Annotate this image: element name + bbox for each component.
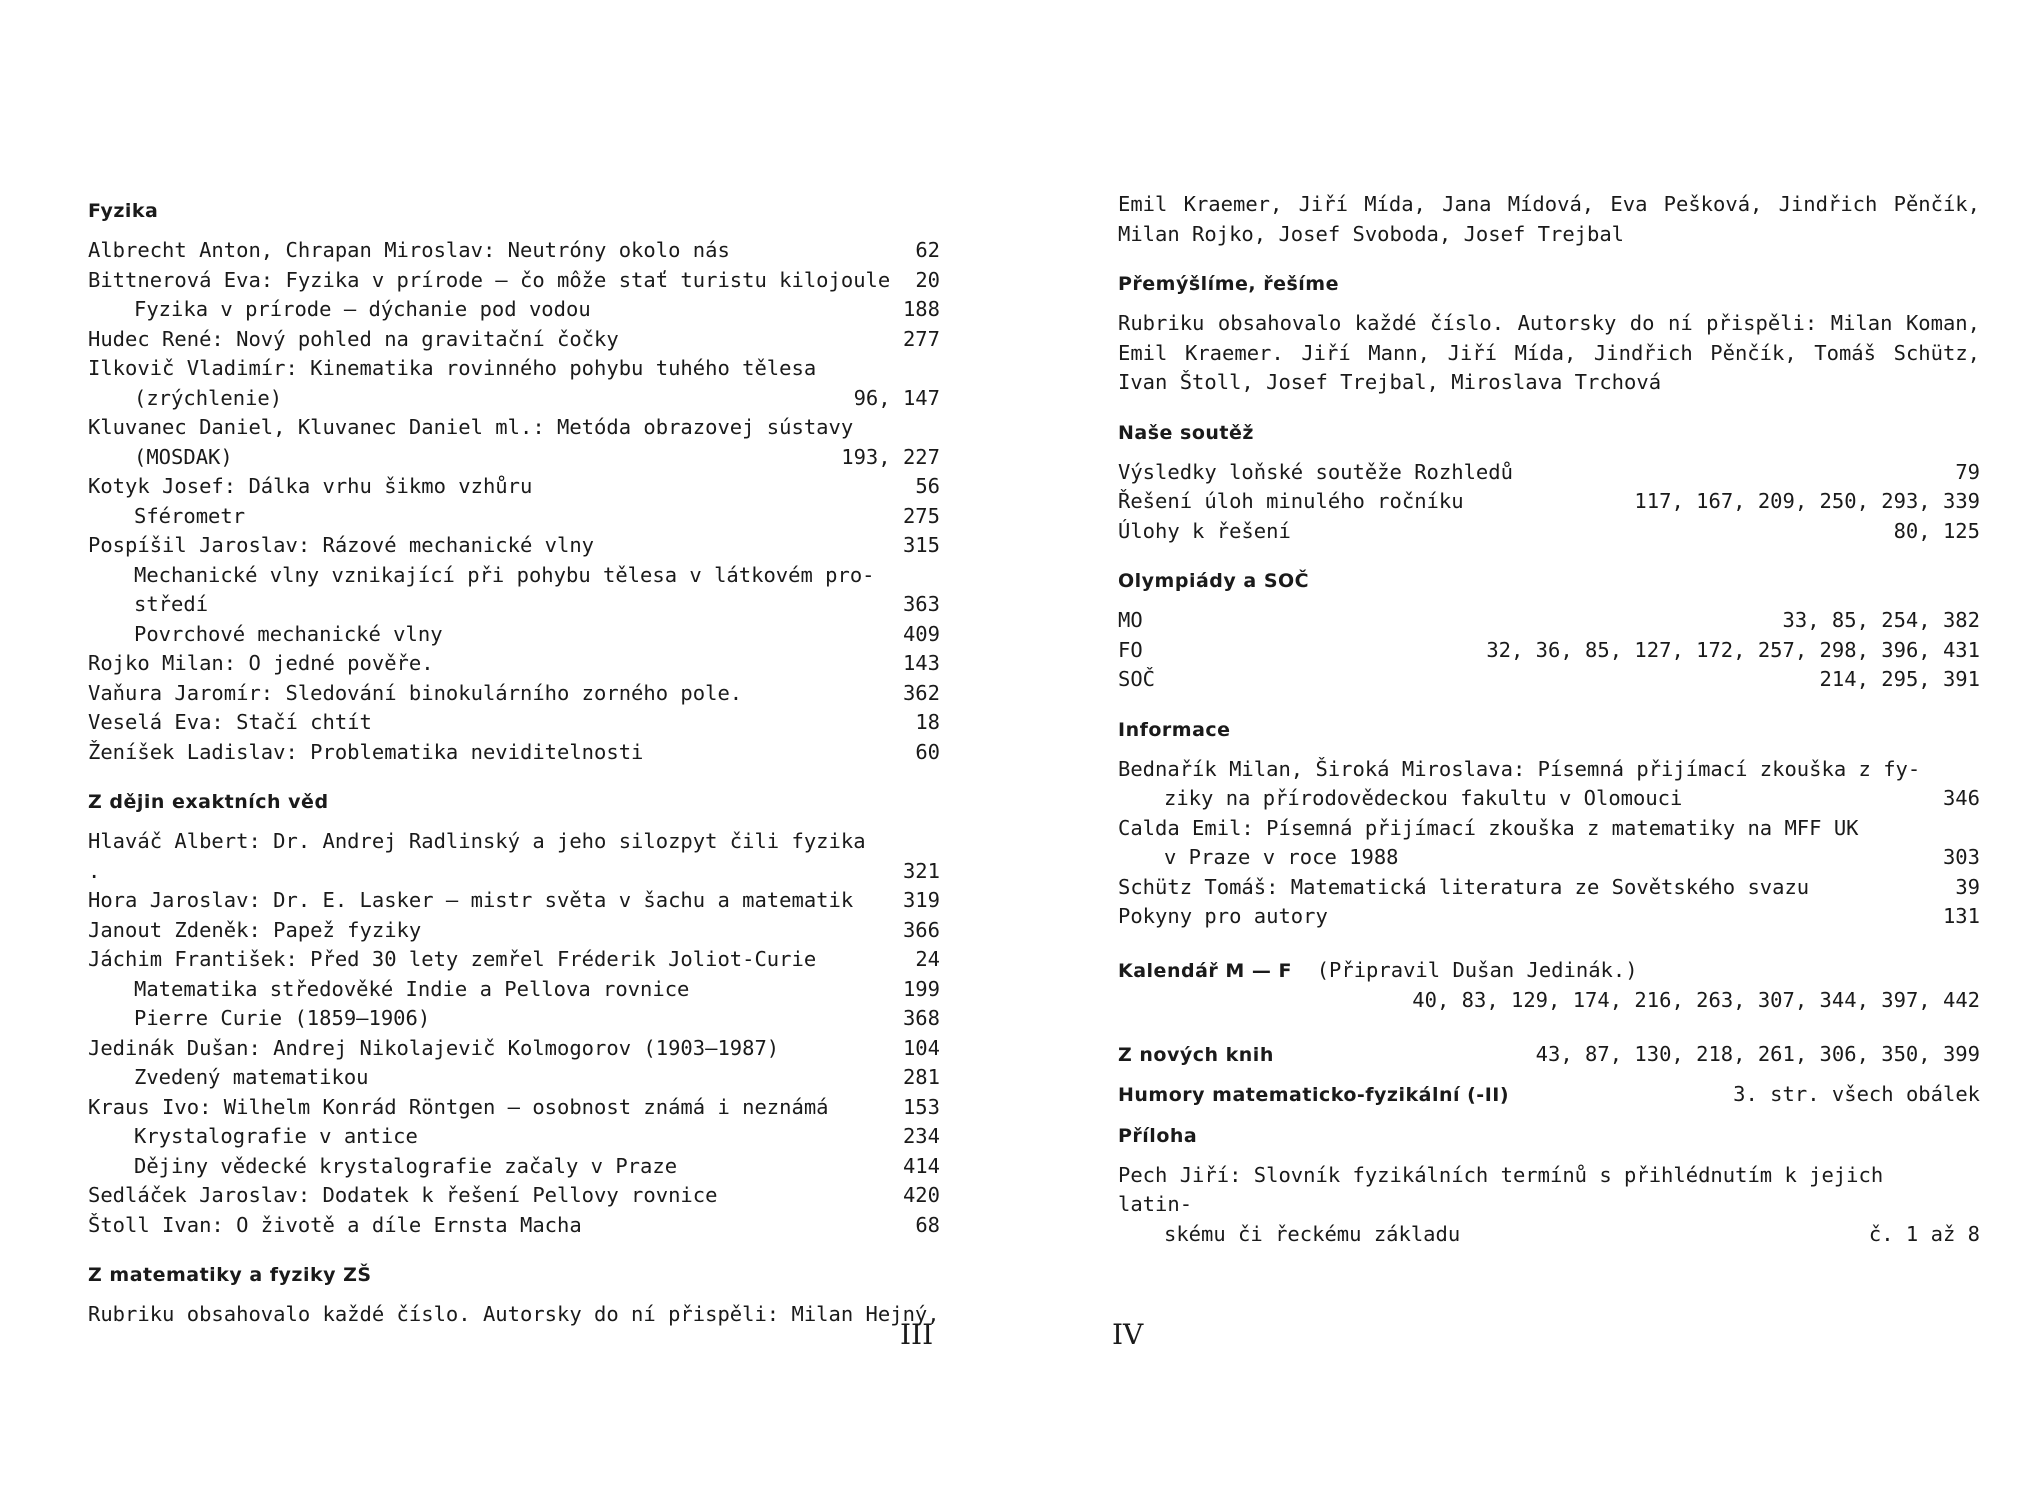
entry-pages: 20	[915, 267, 940, 292]
kalendar-note: (Připravil Dušan Jedinák.)	[1316, 957, 1638, 982]
index-entry	[1118, 843, 1980, 873]
index-entry	[88, 916, 940, 946]
knihy-pages: 43, 87, 130, 218, 261, 306, 350, 399	[1535, 1041, 1980, 1066]
entry-text: Řešení úloh minulého ročníku	[1118, 489, 1464, 513]
section-heading-informace: Informace	[1118, 718, 1231, 741]
entry-pages: 366	[902, 917, 940, 942]
entry-pages: č. 1 až 8	[1868, 1221, 1980, 1246]
index-entry	[88, 236, 940, 266]
right-page	[1020, 0, 2040, 1501]
entry-pages: 68	[915, 1212, 940, 1237]
entry-text: Hlaváč Albert: Dr. Andrej Radlinský a jeho silozpyt čili fyzika .	[88, 829, 891, 883]
entry-text: Sedláček Jaroslav: Dodatek k řešení Pellovy rovnice	[88, 1183, 718, 1207]
entry-text: FO	[1118, 637, 1143, 662]
entry-pages: 33, 85, 254, 382	[1782, 608, 1980, 632]
entry-pages: 18	[915, 710, 940, 734]
section-heading-premyslime: Přemýšlíme, řešíme	[1118, 273, 1339, 295]
entry-text: Vaňura Jaromír: Sledování binokulárního zorného pole.	[88, 680, 743, 705]
index-entry	[88, 708, 940, 738]
entry-pages: 153	[902, 1094, 940, 1119]
entry-text: Výsledky loňské soutěže Rozhledů	[1118, 459, 1513, 484]
entry-text: Sférometr	[134, 503, 246, 528]
entry-pages: 39	[1955, 874, 1980, 899]
section-heading-humory: Humory matematicko-fyzikální (-II)	[1118, 1084, 1510, 1106]
index-entry	[1118, 1220, 1980, 1250]
zs-paragraph: Rubriku obsahovalo každé číslo. Autorsky do ní přispěli: Milan Hejný,	[88, 1302, 940, 1326]
section-heading-soutez: Naše soutěž	[1118, 421, 1254, 444]
section-heading-knihy: Z nových knih	[1118, 1043, 1274, 1066]
entry-text: Úlohy k řešení	[1118, 518, 1291, 543]
entry-pages: 368	[902, 1006, 940, 1030]
entry-text: Matematika středověké Indie a Pellova rovnice	[134, 976, 690, 1001]
index-entry	[88, 443, 940, 473]
entry-pages: 96, 147	[853, 385, 940, 410]
index-entry	[1118, 1161, 1980, 1220]
entry-pages: 277	[902, 326, 940, 351]
entry-text: Pierre Curie (1859—1906)	[134, 1006, 431, 1030]
index-entry	[1118, 873, 1980, 903]
index-entry	[88, 472, 940, 502]
entry-text: ziky na přírodovědeckou fakultu v Olomouci	[1164, 786, 1683, 810]
index-entry	[88, 295, 940, 325]
index-entry	[88, 590, 940, 620]
entry-pages: 275	[902, 503, 940, 528]
index-entry	[88, 620, 940, 650]
entry-pages: 281	[902, 1065, 940, 1089]
kalendar-pages: 40, 83, 129, 174, 216, 263, 307, 344, 397, 442	[1412, 988, 1980, 1012]
index-entry	[1118, 517, 1980, 547]
entry-text: MO	[1118, 608, 1143, 632]
entry-text: Povrchové mechanické vlny	[134, 621, 443, 646]
index-entry	[88, 738, 940, 768]
section-heading-dejiny: Z dějin exaktních věd	[88, 791, 329, 813]
index-entry	[88, 1152, 940, 1182]
humory-line	[1118, 1080, 1980, 1111]
entry-text: (zrýchlenie)	[134, 385, 283, 410]
entry-pages: 143	[902, 651, 940, 675]
entry-text: Pospíšil Jaroslav: Rázové mechanické vlny	[88, 533, 595, 557]
entry-text: Pech Jiří: Slovník fyzikálních termínů s přihlédnutím k jejich latin-	[1118, 1162, 1896, 1216]
index-entry	[1118, 902, 1980, 932]
index-entry	[1118, 458, 1980, 488]
index-entry	[88, 649, 940, 679]
zs-continued-paragraph: Emil Kraemer, Jiří Mída, Jana Mídová, Eva Pešková, Jindřich Pěnčík, Milan Rojko, Josef Svoboda, Josef Trejbal	[1118, 192, 1980, 246]
entry-text: Krystalografie v antice	[134, 1124, 418, 1148]
entry-text: Kluvanec Daniel, Kluvanec Daniel ml.: Metóda obrazovej sústavy	[88, 415, 854, 439]
dejiny-list	[88, 827, 940, 1240]
page-number-right: IV	[1112, 1318, 1144, 1351]
index-entry	[1118, 755, 1980, 785]
soutez-list	[1118, 458, 1980, 547]
section-heading-kalendar: Kalendář M — F	[1118, 959, 1292, 982]
entry-text: Rojko Milan: O jedné pověře.	[88, 651, 434, 675]
index-entry	[88, 679, 940, 709]
index-entry	[88, 1122, 940, 1152]
entry-pages: 315	[902, 533, 940, 557]
entry-text: Jedinák Dušan: Andrej Nikolajevič Kolmogorov (1903—1987)	[88, 1035, 780, 1060]
index-entry	[1118, 814, 1980, 844]
index-entry	[88, 1063, 940, 1093]
index-entry	[88, 827, 940, 886]
knihy-line	[1118, 1040, 1980, 1071]
entry-pages: 346	[1942, 786, 1980, 810]
informace-list	[1118, 755, 1980, 932]
entry-text: Zvedený matematikou	[134, 1065, 369, 1089]
index-entry	[1118, 636, 1980, 666]
entry-pages: 131	[1942, 904, 1980, 928]
kalendar-line	[1118, 956, 1980, 987]
entry-pages: 303	[1942, 845, 1980, 869]
fyzika-list	[88, 236, 940, 767]
entry-text: Calda Emil: Písemná přijímací zkouška z matematiky na MFF UK	[1118, 815, 1859, 840]
index-entry	[88, 975, 940, 1005]
index-entry	[88, 945, 940, 975]
right-column	[1118, 190, 1980, 1249]
entry-pages: 363	[902, 592, 940, 616]
entry-text: Dějiny vědecké krystalografie začaly v Praze	[134, 1153, 678, 1178]
entry-pages: 362	[902, 680, 940, 705]
entry-text: Kraus Ivo: Wilhelm Konrád Röntgen — osobnost známá i neznámá	[88, 1094, 829, 1119]
index-entry	[1118, 665, 1980, 695]
index-entry	[88, 502, 940, 532]
index-entry	[1118, 606, 1980, 636]
section-heading-priloha: Příloha	[1118, 1124, 1198, 1147]
entry-text: Schütz Tomáš: Matematická literatura ze Sovětského svazu	[1118, 874, 1810, 899]
page-number-left: III	[900, 1318, 934, 1351]
section-heading-zs: Z matematiky a fyziky ZŠ	[88, 1264, 372, 1286]
entry-text: skému či řeckému základu	[1164, 1221, 1461, 1246]
humory-pages: 3. str. všech obálek	[1733, 1082, 1980, 1106]
entry-pages: 80, 125	[1893, 518, 1980, 543]
entry-text: Štoll Ivan: O životě a díle Ernsta Macha	[88, 1212, 582, 1237]
index-entry	[88, 413, 940, 443]
entry-text: Jáchim František: Před 30 lety zemřel Fréderik Joliot-Curie	[88, 947, 817, 971]
entry-text: Ženíšek Ladislav: Problematika neviditelnosti	[88, 739, 644, 764]
entry-text: Bednařík Milan, Široká Miroslava: Písemná přijímací zkouška z fy-	[1118, 756, 1921, 781]
entry-pages: 193, 227	[841, 444, 940, 469]
index-entry	[88, 531, 940, 561]
olympiady-list	[1118, 606, 1980, 695]
entry-pages: 319	[902, 888, 940, 912]
index-entry	[1118, 784, 1980, 814]
index-entry	[88, 1181, 940, 1211]
entry-pages: 56	[915, 474, 940, 498]
entry-pages: 414	[902, 1153, 940, 1178]
entry-text: Hudec René: Nový pohled na gravitační čočky	[88, 326, 619, 351]
entry-pages: 79	[1955, 459, 1980, 484]
entry-pages: 117, 167, 209, 250, 293, 339	[1634, 489, 1980, 513]
entry-pages: 188	[902, 297, 940, 321]
entry-text: Mechanické vlny vznikající při pohybu tělesa v látkovém pro-	[134, 562, 875, 587]
index-entry	[88, 1034, 940, 1064]
entry-pages: 62	[915, 238, 940, 262]
entry-pages: 409	[902, 621, 940, 646]
entry-text: (MOSDAK)	[134, 444, 233, 469]
section-heading-olympiady: Olympiády a SOČ	[1118, 570, 1310, 592]
index-entry	[88, 266, 940, 296]
entry-text: SOČ	[1118, 667, 1156, 691]
section-heading-fyzika: Fyzika	[88, 200, 159, 222]
entry-pages: 214, 295, 391	[1819, 667, 1980, 691]
entry-pages: 321	[902, 858, 940, 883]
index-entry	[88, 1093, 940, 1123]
entry-pages: 24	[915, 947, 940, 971]
entry-text: Bittnerová Eva: Fyzika v prírode — čo môže stať turistu kilojoule	[88, 267, 891, 292]
entry-pages: 60	[915, 739, 940, 764]
index-entry	[88, 561, 940, 591]
left-column	[88, 190, 940, 1330]
index-entry	[88, 354, 940, 384]
index-entry	[1118, 487, 1980, 517]
index-entry	[88, 325, 940, 355]
index-entry	[88, 886, 940, 916]
entry-text: v Praze v roce 1988	[1164, 845, 1399, 869]
index-entry	[88, 1211, 940, 1241]
entry-pages: 420	[902, 1183, 940, 1207]
entry-text: Fyzika v prírode — dýchanie pod vodou	[134, 297, 591, 321]
entry-text: Ilkovič Vladimír: Kinematika rovinného pohybu tuhého tělesa	[88, 356, 817, 380]
index-entry	[88, 1004, 940, 1034]
entry-pages: 104	[902, 1035, 940, 1060]
priloha-list	[1118, 1161, 1980, 1250]
entry-text: Albrecht Anton, Chrapan Miroslav: Neutróny okolo nás	[88, 238, 730, 262]
premyslime-paragraph: Rubriku obsahovalo každé číslo. Autorsky do ní přispěli: Milan Koman, Emil Kraemer. Jiří Mann, Jiří Mída, Jindřich Pěnčík, Tomáš Schütz, Ivan Štoll, Josef Trejbal, Miroslava Trchová	[1118, 311, 1980, 394]
entry-pages: 234	[902, 1124, 940, 1148]
entry-text: Hora Jaroslav: Dr. E. Lasker — mistr světa v šachu a matematik	[88, 888, 854, 912]
index-entry	[88, 384, 940, 414]
entry-text: Pokyny pro autory	[1118, 904, 1328, 928]
entry-text: Kotyk Josef: Dálka vrhu šikmo vzhůru	[88, 474, 533, 498]
entry-pages: 199	[902, 976, 940, 1001]
entry-text: středí	[134, 592, 209, 616]
entry-text: Veselá Eva: Stačí chtít	[88, 710, 372, 734]
entry-text: Janout Zdeněk: Papež fyziky	[88, 917, 422, 942]
entry-pages: 32, 36, 85, 127, 172, 257, 298, 396, 431	[1486, 637, 1980, 662]
